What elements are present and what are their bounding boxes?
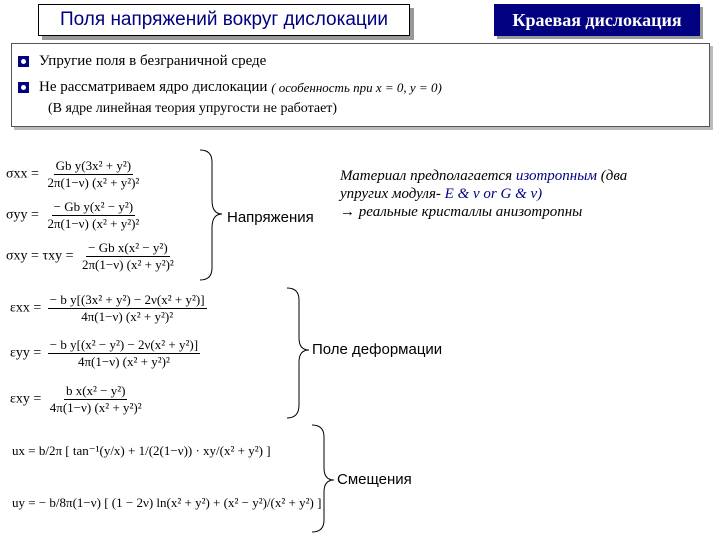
eps-xy-num: b x(x² − y²) [65, 383, 126, 398]
eps-xx-den: 4π(1−ν) (x² + y²)² [81, 309, 174, 324]
stress-label: Напряжения [227, 209, 314, 226]
displacement-brace [312, 425, 334, 532]
eps-xy-lhs: εxy = [10, 391, 42, 407]
material-line-1: Материал предполагается изотропным (два [340, 168, 628, 184]
sigma-xx-den: 2π(1−ν) (x² + y²)² [47, 175, 140, 190]
eps-xx-lhs: εxx = [10, 300, 42, 316]
eps-xx-num: − b y[(3x² + y²) − 2ν(x² + y²)] [49, 292, 205, 307]
sigma-xy-den: 2π(1−ν) (x² + y²)² [81, 257, 174, 272]
strain-brace [287, 288, 309, 418]
uy-lhs: uy = [12, 495, 36, 510]
bullet-2-note: ( особенность при x = 0, y = 0) [271, 79, 442, 95]
core-note: (В ядре линейная теория упругости не работает) [48, 101, 338, 116]
stress-brace [200, 150, 222, 280]
eps-xy-den: 4π(1−ν) (x² + y²)² [49, 400, 142, 415]
bullet-1-text: Упругие поля в безграничной среде [39, 53, 267, 69]
slide-title-text: Поля напряжений вокруг дислокации [59, 9, 389, 30]
ux-lhs: ux = [12, 443, 36, 458]
bullet-2-text: Не рассматриваем ядро дислокации [39, 79, 268, 95]
material-line-2: упругих модуля- E & ν or G & ν) [340, 186, 543, 202]
sigma-xy-lhs: σxy = τxy = [6, 248, 74, 264]
sigma-xy-num: − Gb x(x² − y²) [88, 240, 168, 255]
material-line-3: → реальные кристаллы анизотропны [340, 204, 583, 220]
ux-body: b/2π [ tan⁻¹(y/x) + 1/(2(1−ν)) · xy/(x² + y²) ] [38, 443, 271, 458]
sigma-yy-den: 2π(1−ν) (x² + y²)² [47, 216, 140, 231]
sigma-yy-lhs: σyy = [6, 207, 39, 223]
sigma-yy-num: − Gb y(x² − y²) [53, 199, 134, 214]
strain-label: Поле деформации [312, 341, 443, 358]
displacement-label: Смещения [337, 471, 412, 488]
uy-body: − b/8π(1−ν) [ (1 − 2ν) ln(x² + y²) + (x² − y²)/(x² + y²) ] [38, 495, 322, 510]
topic-badge-text: Краевая дислокация [512, 9, 682, 30]
eps-yy-lhs: εyy = [10, 345, 42, 361]
sigma-xx-lhs: σxx = [6, 166, 39, 182]
eps-yy-den: 4π(1−ν) (x² + y²)² [77, 354, 170, 369]
sigma-xx-num: Gb y(3x² + y²) [55, 158, 132, 173]
eps-yy-num: − b y[(x² − y²) − 2ν(x² + y²)] [49, 337, 199, 352]
